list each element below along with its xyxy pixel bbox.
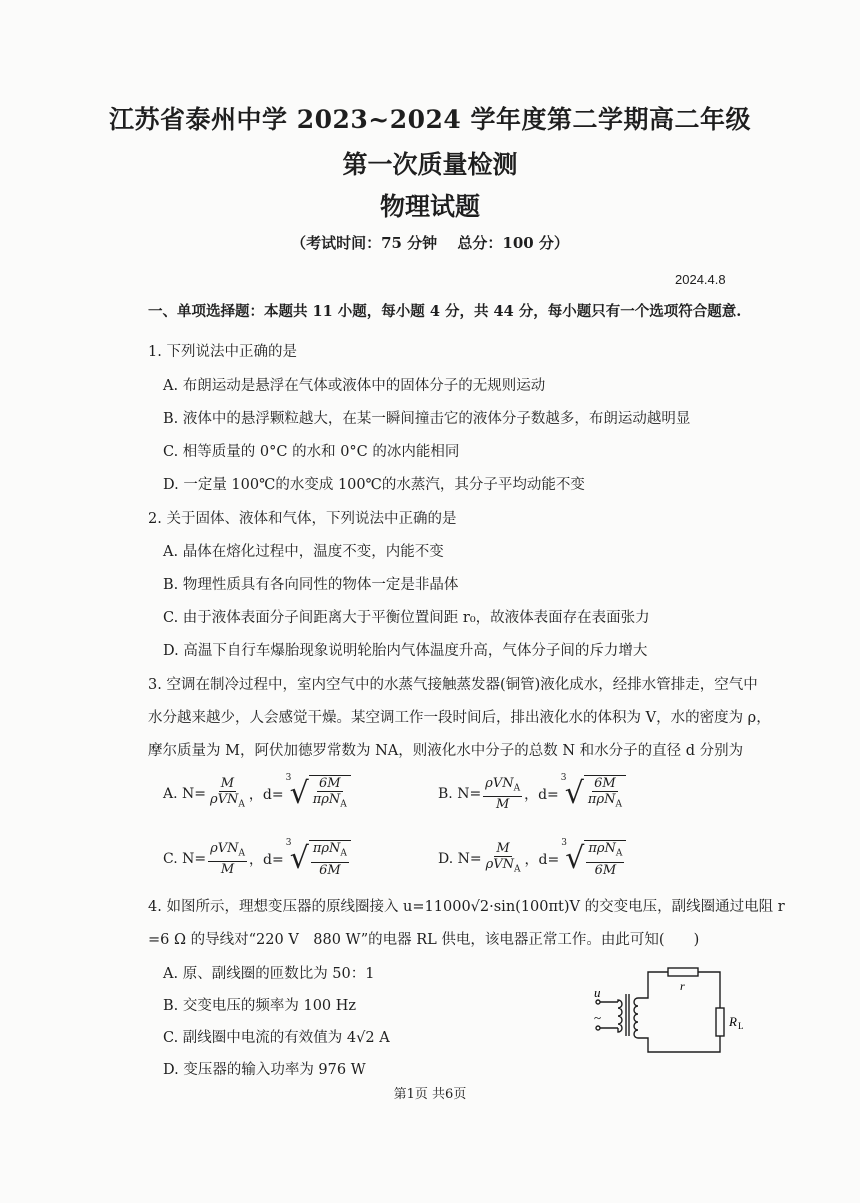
q2-option-d: D. 高温下自行车爆胎现象说明轮胎内气体温度升高，气体分子间的斥力增大 bbox=[163, 643, 648, 659]
exam-info: （考试时间：75 分钟 总分：100 分） bbox=[291, 234, 569, 252]
q3-stem-line2: 水分越来越少，人会感觉干燥。某空调工作一段时间后，排出液化水的体积为 V，水的密度为 ρ， bbox=[148, 710, 771, 726]
q1-option-d: D. 一定量 100℃的水变成 100℃的水蒸汽，其分子平均动能不变 bbox=[163, 477, 585, 493]
circuit-label-rl-sub: L bbox=[738, 1021, 744, 1031]
circuit-label-tilde: ~ bbox=[594, 1010, 602, 1025]
circuit-label-rl: R bbox=[729, 1014, 737, 1029]
q2-option-c: C. 由于液体表面分子间距离大于平衡位置间距 r₀，故液体表面存在表面张力 bbox=[163, 610, 650, 626]
q3-option-d: D. N= $\frac{M}{\rho VN_A}$ ，d= 3 √ $\frac{\pi\rho N_A}{6M}$ bbox=[438, 840, 626, 878]
q3-stem-line3: 摩尔质量为 M，阿伏加德罗常数为 NA，则液化水中分子的总数 N 和水分子的直径 d 分别为 bbox=[148, 743, 744, 759]
q3-option-a: A. N= $\frac{M}{\rho VN_A}$ ，d= 3 √ $\frac{6M}{\pi\rho N_A}$ bbox=[163, 775, 351, 813]
q2-option-b: B. 物理性质具有各向同性的物体一定是非晶体 bbox=[163, 577, 459, 593]
exam-name: 第一次质量检测 bbox=[342, 150, 518, 179]
q2-stem: 2. 关于固体、液体和气体，下列说法中正确的是 bbox=[148, 511, 457, 527]
q3-stem-line1: 3. 空调在制冷过程中，室内空气中的水蒸气接触蒸发器(铜管)液化成水，经排水管排走，空气中 bbox=[148, 677, 758, 693]
circuit-label-r: r bbox=[680, 979, 685, 993]
q3-option-b: B. N= $\frac{\rho VN_A}{M}$ ，d= 3 √ $\frac{6M}{\pi\rho N_A}$ bbox=[438, 775, 626, 813]
q4-option-a: A. 原、副线圈的匝数比为 50：1 bbox=[163, 966, 375, 982]
q4-option-b: B. 交变电压的频率为 100 Hz bbox=[163, 998, 357, 1014]
q4-option-c: C. 副线圈中电流的有效值为 4√2 A bbox=[163, 1030, 390, 1046]
page-footer: 第1页 共6页 bbox=[393, 1087, 467, 1102]
q2-option-a: A. 晶体在熔化过程中，温度不变，内能不变 bbox=[163, 544, 444, 560]
school-title: 江苏省泰州中学 2023~2024 学年度第二学期高二年级 bbox=[108, 105, 752, 134]
q4-stem-line1: 4. 如图所示，理想变压器的原线圈接入 u=11000√2·sin(100πt)V 的交变电压，副线圈通过电阻 r bbox=[148, 899, 785, 915]
q3-option-c: C. N= $\frac{\rho VN_A}{M}$ ，d= 3 √ $\frac{\pi\rho N_A}{6M}$ bbox=[163, 840, 351, 878]
exam-date: 2024.4.8 bbox=[675, 272, 726, 287]
circuit-label-u: u bbox=[594, 985, 601, 1000]
q1-option-c: C. 相等质量的 0°C 的水和 0°C 的冰内能相同 bbox=[163, 444, 460, 460]
q1-option-a: A. 布朗运动是悬浮在气体或液体中的固体分子的无规则运动 bbox=[163, 378, 546, 394]
transformer-circuit-diagram bbox=[590, 960, 760, 1060]
subject-title: 物理试题 bbox=[379, 192, 480, 221]
q4-option-d: D. 变压器的输入功率为 976 W bbox=[163, 1062, 366, 1078]
q1-stem: 1. 下列说法中正确的是 bbox=[148, 344, 297, 360]
q4-stem-line2: =6 Ω 的导线对“220 V 880 W”的电器 RL 供电，该电器正常工作。由此可知( ) bbox=[148, 932, 700, 948]
q1-option-b: B. 液体中的悬浮颗粒越大，在某一瞬间撞击它的液体分子数越多，布朗运动越明显 bbox=[163, 411, 691, 427]
section-heading: 一、单项选择题：本题共 11 小题，每小题 4 分，共 44 分，每小题只有一个选项符合题意. bbox=[148, 303, 742, 320]
